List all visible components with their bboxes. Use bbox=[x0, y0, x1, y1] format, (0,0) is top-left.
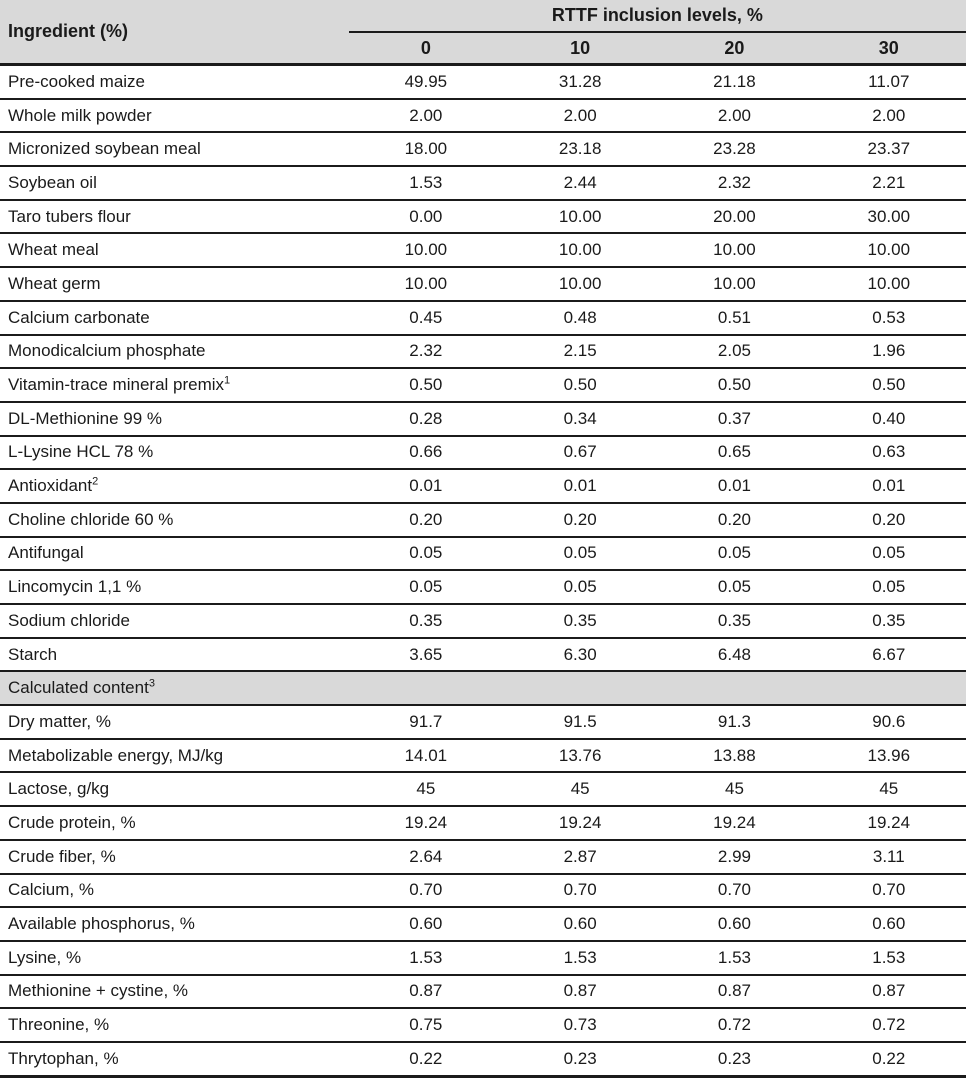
row-value: 0.87 bbox=[657, 975, 811, 1009]
ingredient-column-header: Ingredient (%) bbox=[0, 0, 349, 65]
table-row bbox=[0, 402, 966, 436]
table-row bbox=[0, 1008, 966, 1042]
row-value: 2.00 bbox=[503, 99, 657, 133]
row-value: 10.00 bbox=[657, 267, 811, 301]
row-label-cell bbox=[0, 65, 349, 99]
row-label-cell bbox=[0, 537, 349, 571]
row-value: 0.72 bbox=[812, 1008, 966, 1042]
row-label: Methionine + cystine, % bbox=[8, 981, 189, 1001]
table-row bbox=[0, 233, 966, 267]
level-header-30: 30 bbox=[812, 32, 966, 65]
row-value: 21.18 bbox=[657, 65, 811, 99]
row-value: 23.18 bbox=[503, 132, 657, 166]
row-label-cell bbox=[0, 1008, 349, 1042]
row-label-cell bbox=[0, 840, 349, 874]
table-row bbox=[0, 638, 966, 672]
row-value: 13.96 bbox=[812, 739, 966, 773]
row-value: 20.00 bbox=[657, 200, 811, 234]
row-label-cell bbox=[0, 806, 349, 840]
row-label: Lincomycin 1,1 % bbox=[8, 577, 142, 597]
row-label: Crude fiber, % bbox=[8, 846, 116, 866]
table-row bbox=[0, 200, 966, 234]
row-value: 0.05 bbox=[503, 570, 657, 604]
row-value: 13.76 bbox=[503, 739, 657, 773]
row-label: Available phosphorus, % bbox=[8, 914, 195, 934]
row-value: 0.23 bbox=[657, 1042, 811, 1076]
row-value: 30.00 bbox=[812, 200, 966, 234]
row-value: 91.7 bbox=[349, 705, 503, 739]
row-value: 0.00 bbox=[349, 200, 503, 234]
row-value: 0.50 bbox=[812, 368, 966, 402]
row-label-cell bbox=[0, 132, 349, 166]
row-label-cell bbox=[0, 705, 349, 739]
row-value: 0.63 bbox=[812, 436, 966, 470]
row-value: 0.60 bbox=[503, 907, 657, 941]
row-label: Calcium carbonate bbox=[8, 307, 150, 327]
row-label: Starch bbox=[8, 644, 58, 664]
row-label: DL-Methionine 99 % bbox=[8, 408, 163, 428]
row-label: Antioxidant bbox=[8, 476, 93, 496]
table-row bbox=[0, 132, 966, 166]
row-value: 6.30 bbox=[503, 638, 657, 672]
section-label-cell bbox=[0, 671, 966, 705]
row-label-cell bbox=[0, 604, 349, 638]
row-value: 1.96 bbox=[812, 335, 966, 369]
row-value: 0.40 bbox=[812, 402, 966, 436]
row-value: 0.50 bbox=[349, 368, 503, 402]
row-value: 0.28 bbox=[349, 402, 503, 436]
table-row bbox=[0, 537, 966, 571]
row-value: 45 bbox=[657, 772, 811, 806]
table-row bbox=[0, 705, 966, 739]
row-value: 2.00 bbox=[349, 99, 503, 133]
row-value: 0.22 bbox=[812, 1042, 966, 1076]
row-value: 0.60 bbox=[349, 907, 503, 941]
row-value: 90.6 bbox=[812, 705, 966, 739]
row-value: 13.88 bbox=[657, 739, 811, 773]
row-value: 0.70 bbox=[812, 874, 966, 908]
row-value: 2.05 bbox=[657, 335, 811, 369]
row-label: Antifungal bbox=[8, 543, 84, 563]
row-value: 11.07 bbox=[812, 65, 966, 99]
row-label: Threonine, % bbox=[8, 1015, 110, 1035]
row-label-cell bbox=[0, 436, 349, 470]
row-label: Monodicalcium phosphate bbox=[8, 341, 206, 361]
row-value: 10.00 bbox=[503, 267, 657, 301]
row-value: 31.28 bbox=[503, 65, 657, 99]
row-value: 0.70 bbox=[503, 874, 657, 908]
row-label-cell bbox=[0, 166, 349, 200]
row-value: 10.00 bbox=[349, 267, 503, 301]
table-row bbox=[0, 469, 966, 503]
row-value: 45 bbox=[812, 772, 966, 806]
table-row bbox=[0, 874, 966, 908]
table-row bbox=[0, 975, 966, 1009]
table-row bbox=[0, 739, 966, 773]
table-row bbox=[0, 840, 966, 874]
row-value: 0.20 bbox=[503, 503, 657, 537]
row-value: 49.95 bbox=[349, 65, 503, 99]
row-value: 0.23 bbox=[503, 1042, 657, 1076]
row-value: 0.48 bbox=[503, 301, 657, 335]
row-label-cell bbox=[0, 772, 349, 806]
row-value: 0.51 bbox=[657, 301, 811, 335]
section-label-sup: 3 bbox=[148, 677, 155, 690]
row-label-cell bbox=[0, 402, 349, 436]
row-value: 0.20 bbox=[812, 503, 966, 537]
row-label-cell bbox=[0, 267, 349, 301]
row-label-cell bbox=[0, 975, 349, 1009]
row-value: 23.28 bbox=[657, 132, 811, 166]
row-value: 2.15 bbox=[503, 335, 657, 369]
table-row bbox=[0, 99, 966, 133]
row-value: 0.20 bbox=[349, 503, 503, 537]
row-value: 0.37 bbox=[657, 402, 811, 436]
table-row bbox=[0, 503, 966, 537]
row-label: Thrytophan, % bbox=[8, 1048, 119, 1068]
row-value: 0.73 bbox=[503, 1008, 657, 1042]
row-value: 0.35 bbox=[812, 604, 966, 638]
row-value: 0.60 bbox=[657, 907, 811, 941]
row-value: 0.05 bbox=[812, 537, 966, 571]
row-value: 19.24 bbox=[812, 806, 966, 840]
row-value: 10.00 bbox=[812, 267, 966, 301]
row-value: 14.01 bbox=[349, 739, 503, 773]
row-value: 2.32 bbox=[349, 335, 503, 369]
row-label: Micronized soybean meal bbox=[8, 139, 201, 159]
row-value: 19.24 bbox=[657, 806, 811, 840]
table-body bbox=[0, 65, 966, 1077]
row-label: Lactose, g/kg bbox=[8, 779, 110, 799]
row-label: L-Lysine HCL 78 % bbox=[8, 442, 154, 462]
table-row bbox=[0, 941, 966, 975]
row-value: 1.53 bbox=[349, 941, 503, 975]
row-label-sup: 2 bbox=[92, 475, 99, 488]
row-value: 0.01 bbox=[657, 469, 811, 503]
row-label: Taro tubers flour bbox=[8, 206, 131, 226]
row-value: 1.53 bbox=[349, 166, 503, 200]
row-value: 0.66 bbox=[349, 436, 503, 470]
row-value: 2.87 bbox=[503, 840, 657, 874]
row-value: 1.53 bbox=[657, 941, 811, 975]
row-value: 0.70 bbox=[349, 874, 503, 908]
row-label-cell bbox=[0, 638, 349, 672]
row-value: 10.00 bbox=[349, 233, 503, 267]
row-value: 10.00 bbox=[503, 233, 657, 267]
row-label-cell bbox=[0, 335, 349, 369]
section-row bbox=[0, 671, 966, 705]
level-header-0: 0 bbox=[349, 32, 503, 65]
row-value: 3.65 bbox=[349, 638, 503, 672]
level-header-20: 20 bbox=[657, 32, 811, 65]
row-label: Sodium chloride bbox=[8, 610, 130, 630]
row-value: 0.05 bbox=[812, 570, 966, 604]
row-label-cell bbox=[0, 907, 349, 941]
header-row-group bbox=[0, 0, 966, 32]
row-value: 2.64 bbox=[349, 840, 503, 874]
row-value: 0.45 bbox=[349, 301, 503, 335]
row-value: 1.53 bbox=[503, 941, 657, 975]
row-value: 0.50 bbox=[657, 368, 811, 402]
row-value: 0.22 bbox=[349, 1042, 503, 1076]
row-value: 91.3 bbox=[657, 705, 811, 739]
row-value: 0.35 bbox=[349, 604, 503, 638]
rttf-group-header: RTTF inclusion levels, % bbox=[349, 0, 966, 32]
row-label-cell bbox=[0, 874, 349, 908]
row-value: 0.35 bbox=[657, 604, 811, 638]
row-value: 2.21 bbox=[812, 166, 966, 200]
row-value: 0.01 bbox=[349, 469, 503, 503]
row-value: 0.05 bbox=[657, 537, 811, 571]
row-value: 1.53 bbox=[812, 941, 966, 975]
table-row bbox=[0, 267, 966, 301]
row-value: 0.70 bbox=[657, 874, 811, 908]
row-value: 19.24 bbox=[349, 806, 503, 840]
table-row bbox=[0, 301, 966, 335]
table-row bbox=[0, 368, 966, 402]
level-header-10: 10 bbox=[503, 32, 657, 65]
row-value: 45 bbox=[349, 772, 503, 806]
row-label: Whole milk powder bbox=[8, 105, 152, 125]
row-value: 3.11 bbox=[812, 840, 966, 874]
table-row bbox=[0, 604, 966, 638]
row-value: 6.48 bbox=[657, 638, 811, 672]
row-label: Vitamin-trace mineral premix bbox=[8, 375, 225, 395]
row-value: 45 bbox=[503, 772, 657, 806]
row-label-cell bbox=[0, 368, 349, 402]
row-value: 2.32 bbox=[657, 166, 811, 200]
row-value: 2.00 bbox=[657, 99, 811, 133]
row-label: Lysine, % bbox=[8, 947, 82, 967]
table-row bbox=[0, 335, 966, 369]
section-label: Calculated content bbox=[8, 678, 149, 698]
row-value: 0.20 bbox=[657, 503, 811, 537]
table-row bbox=[0, 1042, 966, 1076]
row-value: 0.87 bbox=[812, 975, 966, 1009]
row-value: 0.05 bbox=[349, 570, 503, 604]
row-value: 0.01 bbox=[812, 469, 966, 503]
row-label: Calcium, % bbox=[8, 880, 94, 900]
row-value: 0.01 bbox=[503, 469, 657, 503]
row-value: 10.00 bbox=[657, 233, 811, 267]
row-value: 6.67 bbox=[812, 638, 966, 672]
row-value: 0.34 bbox=[503, 402, 657, 436]
table-row bbox=[0, 436, 966, 470]
row-value: 0.60 bbox=[812, 907, 966, 941]
row-label-cell bbox=[0, 99, 349, 133]
row-label: Wheat meal bbox=[8, 240, 99, 260]
row-value: 2.99 bbox=[657, 840, 811, 874]
row-label-cell bbox=[0, 503, 349, 537]
row-value: 0.75 bbox=[349, 1008, 503, 1042]
row-label: Crude protein, % bbox=[8, 812, 136, 832]
row-label-cell bbox=[0, 570, 349, 604]
row-value: 0.05 bbox=[657, 570, 811, 604]
row-value: 0.35 bbox=[503, 604, 657, 638]
table-row bbox=[0, 806, 966, 840]
row-value: 0.65 bbox=[657, 436, 811, 470]
row-value: 10.00 bbox=[812, 233, 966, 267]
row-value: 10.00 bbox=[503, 200, 657, 234]
row-label: Choline chloride 60 % bbox=[8, 509, 174, 529]
row-value: 23.37 bbox=[812, 132, 966, 166]
row-value: 2.00 bbox=[812, 99, 966, 133]
row-value: 0.67 bbox=[503, 436, 657, 470]
row-value: 0.53 bbox=[812, 301, 966, 335]
row-value: 0.05 bbox=[503, 537, 657, 571]
row-label: Dry matter, % bbox=[8, 711, 111, 731]
table-row bbox=[0, 65, 966, 99]
row-label: Pre-cooked maize bbox=[8, 71, 146, 91]
row-value: 18.00 bbox=[349, 132, 503, 166]
row-value: 91.5 bbox=[503, 705, 657, 739]
table-row bbox=[0, 907, 966, 941]
row-label-cell bbox=[0, 301, 349, 335]
row-label: Soybean oil bbox=[8, 172, 97, 192]
table-row bbox=[0, 772, 966, 806]
row-label-sup: 1 bbox=[224, 374, 231, 387]
table-row bbox=[0, 570, 966, 604]
table-header bbox=[0, 0, 966, 65]
row-label-cell bbox=[0, 469, 349, 503]
table-row bbox=[0, 166, 966, 200]
row-value: 0.50 bbox=[503, 368, 657, 402]
row-value: 0.05 bbox=[349, 537, 503, 571]
row-label-cell bbox=[0, 233, 349, 267]
row-label-cell bbox=[0, 941, 349, 975]
row-label-cell bbox=[0, 200, 349, 234]
row-label-cell bbox=[0, 739, 349, 773]
row-value: 0.87 bbox=[503, 975, 657, 1009]
row-label-cell bbox=[0, 1042, 349, 1076]
row-value: 2.44 bbox=[503, 166, 657, 200]
row-value: 19.24 bbox=[503, 806, 657, 840]
row-value: 0.87 bbox=[349, 975, 503, 1009]
row-label: Wheat germ bbox=[8, 273, 101, 293]
row-label: Metabolizable energy, MJ/kg bbox=[8, 745, 224, 765]
row-value: 0.72 bbox=[657, 1008, 811, 1042]
